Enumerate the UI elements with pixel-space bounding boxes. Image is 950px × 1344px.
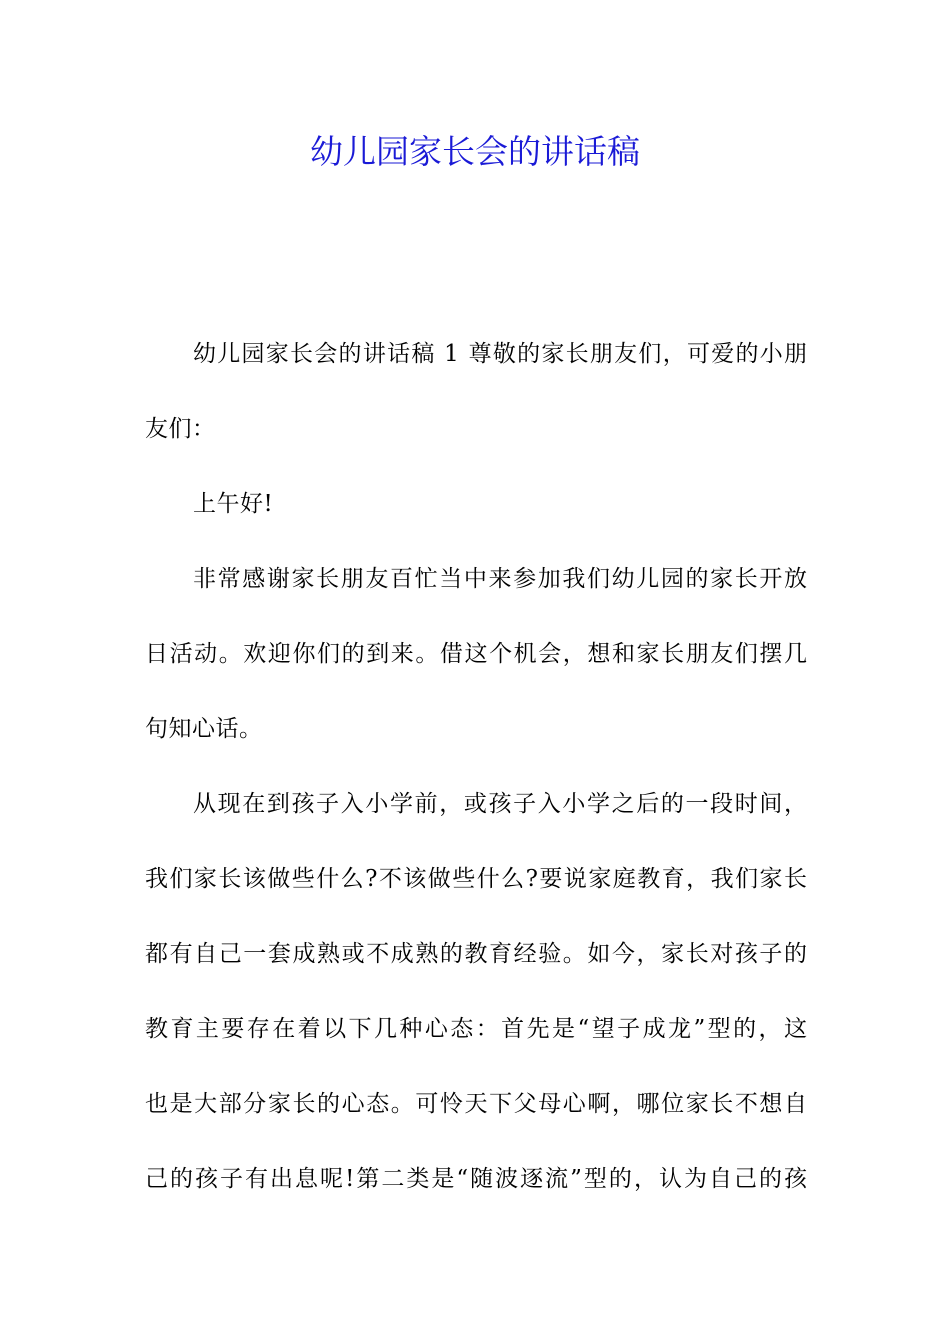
paragraph-line: 友们： [145, 416, 216, 442]
paragraph-line: 非常感谢家长朋友百忙当中来参加我们幼儿园的家长开放 [193, 566, 809, 592]
paragraph-greeting [145, 335, 807, 485]
paragraph-line: 幼儿园家长会的讲话稿 1 尊敬的家长朋友们，可爱的小朋 [193, 341, 809, 367]
document-body [145, 335, 810, 1235]
paragraph-line: 我们家长该做些什么?不该做些什么?要说家庭教育，我们家长 [145, 866, 809, 892]
paragraph-line: 日活动。欢迎你们的到来。借这个机会，想和家长朋友们摆几 [145, 641, 809, 667]
paragraph-salutation [145, 485, 807, 560]
paragraph-line: 都有自己一套成熟或不成熟的教育经验。如今，家长对孩子的 [145, 941, 809, 967]
paragraph-thanks [145, 560, 807, 785]
paragraph-line: 教育主要存在着以下几种心态：首先是“望子成龙”型的，这 [145, 1016, 810, 1042]
paragraph-line: 上午好! [193, 491, 274, 517]
paragraph-education [145, 785, 810, 1235]
paragraph-line: 也是大部分家长的心态。可怜天下父母心啊，哪位家长不想自 [145, 1091, 809, 1117]
paragraph-line: 己的孩子有出息呢!第二类是“随波逐流”型的，认为自己的孩 [145, 1166, 810, 1192]
paragraph-line: 从现在到孩子入小学前，或孩子入小学之后的一段时间， [193, 791, 809, 817]
paragraph-line: 句知心话。 [145, 716, 263, 742]
document-title: 幼儿园家长会的讲话稿 [310, 132, 640, 171]
